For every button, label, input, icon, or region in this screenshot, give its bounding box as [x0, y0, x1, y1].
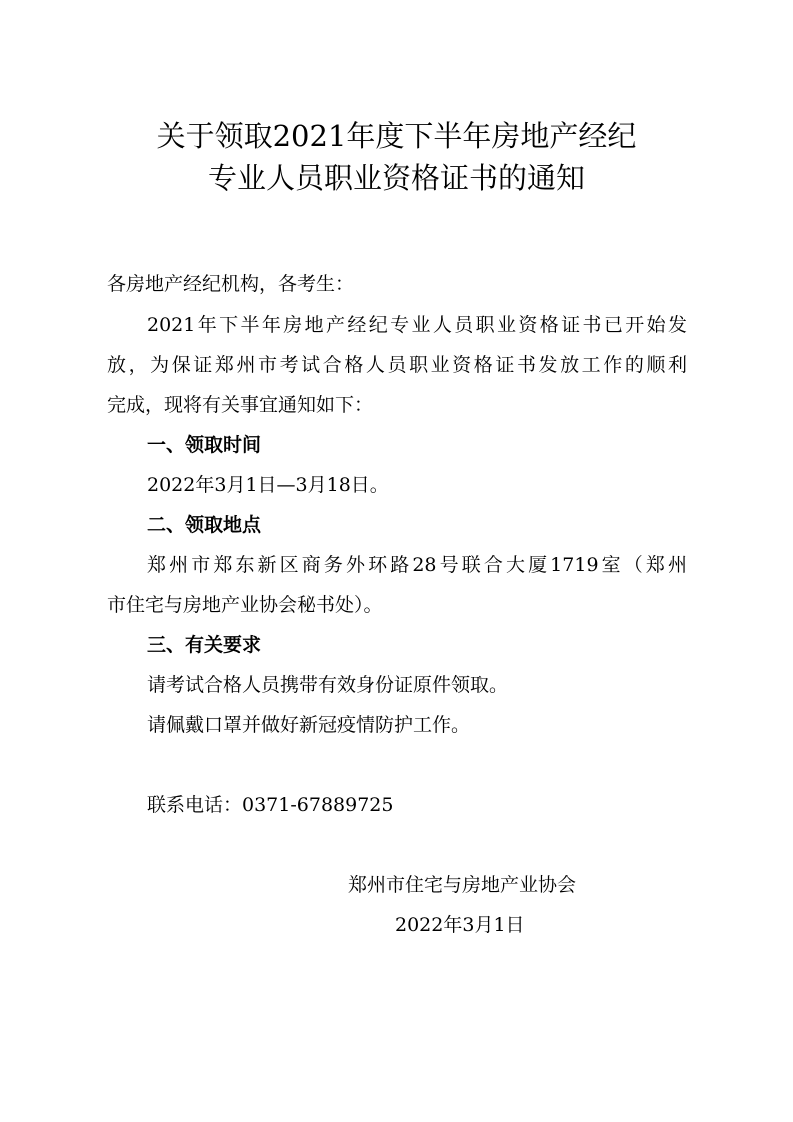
section-2-line-2: 市住宅与房地产业协会秘书处）。	[107, 594, 383, 616]
intro-line-3: 完成，现将有关事宜通知如下：	[107, 394, 374, 416]
section-2-line-1: 郑州市郑东新区商务外环路28号联合大厦1719室（郑州	[147, 554, 687, 576]
section-3-heading: 三、有关要求	[147, 634, 262, 656]
issue-date: 2022年3月1日	[395, 914, 525, 936]
section-1-heading: 一、领取时间	[147, 434, 262, 456]
intro-line-1: 2021年下半年房地产经纪专业人员职业资格证书已开始发	[147, 314, 687, 336]
section-1-text: 2022年3月1日—3月18日。	[147, 474, 389, 496]
intro-line-2: 放，为保证郑州市考试合格人员职业资格证书发放工作的顺利	[107, 354, 687, 376]
section-2-heading: 二、领取地点	[147, 514, 262, 536]
contact-phone: 联系电话：0371-67889725	[147, 794, 394, 816]
salutation: 各房地产经纪机构，各考生：	[107, 273, 355, 295]
document-title-line-2: 专业人员职业资格证书的通知	[207, 161, 585, 195]
requirement-item-2: 请佩戴口罩并做好新冠疫情防护工作。	[147, 714, 471, 736]
document-title-line-1: 关于领取2021年度下半年房地产经纪	[156, 119, 637, 153]
requirement-item-1: 请考试合格人员携带有效身份证原件领取。	[147, 674, 509, 696]
issuer-name: 郑州市住宅与房地产业协会	[348, 874, 577, 896]
